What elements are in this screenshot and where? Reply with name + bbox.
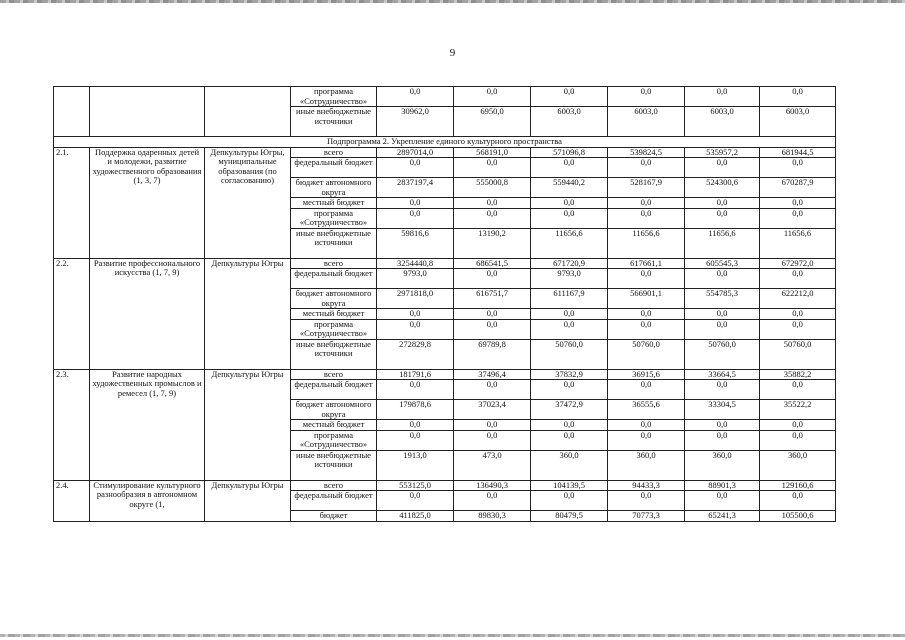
value-cell: 622212,0	[760, 289, 836, 309]
value-cell: 0,0	[377, 208, 454, 228]
value-cell: 36555,6	[608, 400, 685, 420]
value-cell: 0,0	[531, 380, 608, 400]
value-cell: 181791,6	[377, 369, 454, 380]
value-cell: 360,0	[608, 450, 685, 480]
measure-name: Развитие народных художественных промыслов и ремесел (1, 7, 9)	[90, 369, 205, 480]
value-cell: 105500,6	[760, 511, 836, 522]
responsible-cell	[205, 87, 291, 137]
value-cell: 11656,6	[760, 228, 836, 258]
value-cell: 0,0	[377, 420, 454, 431]
value-cell: 0,0	[454, 380, 531, 400]
value-cell: 0,0	[454, 430, 531, 450]
value-cell: 36915,6	[608, 369, 685, 380]
value-cell: 0,0	[760, 319, 836, 339]
value-cell: 37472,9	[531, 400, 608, 420]
value-cell: 33304,5	[685, 400, 760, 420]
value-cell: 6003,0	[760, 107, 836, 137]
value-cell: 0,0	[760, 420, 836, 431]
value-cell: 0,0	[377, 309, 454, 320]
value-cell: 0,0	[454, 87, 531, 107]
value-cell: 0,0	[531, 158, 608, 178]
value-cell: 35882,2	[760, 369, 836, 380]
funding-source: всего	[291, 147, 377, 158]
value-cell: 0,0	[608, 309, 685, 320]
value-cell: 411825,0	[377, 511, 454, 522]
value-cell: 360,0	[685, 450, 760, 480]
value-cell: 13190,2	[454, 228, 531, 258]
value-cell: 80479,5	[531, 511, 608, 522]
funding-source: программа «Сотрудничество»	[291, 208, 377, 228]
subprogram-title: Подпрограмма 2. Укрепление единого культурного пространства	[54, 137, 836, 148]
value-cell: 2971818,0	[377, 289, 454, 309]
value-cell: 88901,3	[685, 480, 760, 491]
funding-source: программа «Сотрудничество»	[291, 87, 377, 107]
budget-table	[53, 86, 836, 522]
value-cell: 0,0	[377, 430, 454, 450]
subprogram-row	[54, 137, 836, 148]
funding-source: местный бюджет	[291, 420, 377, 431]
value-cell: 37496,4	[454, 369, 531, 380]
value-cell: 0,0	[531, 87, 608, 107]
value-cell: 30962,0	[377, 107, 454, 137]
value-cell: 605545,3	[685, 258, 760, 269]
value-cell: 0,0	[531, 309, 608, 320]
value-cell: 616751,7	[454, 289, 531, 309]
value-cell: 104139,5	[531, 480, 608, 491]
value-cell: 0,0	[454, 208, 531, 228]
funding-source: бюджет автономного округа	[291, 178, 377, 198]
value-cell: 360,0	[531, 450, 608, 480]
value-cell: 0,0	[377, 380, 454, 400]
value-cell: 3254440,8	[377, 258, 454, 269]
value-cell: 528167,9	[608, 178, 685, 198]
value-cell: 0,0	[377, 319, 454, 339]
value-cell: 0,0	[685, 420, 760, 431]
funding-source: программа «Сотрудничество»	[291, 319, 377, 339]
page-number: 9	[449, 47, 456, 59]
value-cell: 0,0	[377, 491, 454, 511]
funding-source: всего	[291, 369, 377, 380]
value-cell: 0,0	[760, 309, 836, 320]
value-cell: 0,0	[760, 158, 836, 178]
item-number: 2.2.	[54, 258, 90, 369]
value-cell: 0,0	[685, 198, 760, 209]
value-cell: 50760,0	[685, 339, 760, 369]
value-cell: 670287,9	[760, 178, 836, 198]
funding-source: всего	[291, 258, 377, 269]
item-number: 2.1.	[54, 147, 90, 258]
funding-source: федеральный бюджет	[291, 158, 377, 178]
measure-name: Стимулирование культурного разнообразия в автономном округе (1,	[90, 480, 205, 521]
scan-edge-top	[0, 0, 905, 3]
value-cell: 33664,5	[685, 369, 760, 380]
value-cell: 671720,9	[531, 258, 608, 269]
value-cell: 6950,0	[454, 107, 531, 137]
value-cell: 555000,8	[454, 178, 531, 198]
funding-source: иные внебюджетные источники	[291, 107, 377, 137]
value-cell: 65241,3	[685, 511, 760, 522]
value-cell: 9793,0	[531, 269, 608, 289]
measure-name: Развитие профессионального искусства (1, 7, 9)	[90, 258, 205, 369]
value-cell: 0,0	[685, 319, 760, 339]
value-cell: 0,0	[608, 319, 685, 339]
value-cell: 179878,6	[377, 400, 454, 420]
value-cell: 0,0	[454, 198, 531, 209]
value-cell: 0,0	[685, 380, 760, 400]
value-cell: 70773,3	[608, 511, 685, 522]
value-cell: 0,0	[760, 430, 836, 450]
value-cell: 272829,8	[377, 339, 454, 369]
value-cell: 0,0	[531, 319, 608, 339]
value-cell: 0,0	[608, 380, 685, 400]
funding-source: иные внебюджетные источники	[291, 228, 377, 258]
funding-source: программа «Сотрудничество»	[291, 430, 377, 450]
funding-source: федеральный бюджет	[291, 380, 377, 400]
value-cell: 553125,0	[377, 480, 454, 491]
value-cell: 50760,0	[608, 339, 685, 369]
value-cell: 0,0	[608, 269, 685, 289]
funding-source: всего	[291, 480, 377, 491]
value-cell: 672972,0	[760, 258, 836, 269]
value-cell: 0,0	[608, 491, 685, 511]
value-cell: 360,0	[760, 450, 836, 480]
value-cell: 11656,6	[531, 228, 608, 258]
value-cell: 568191,0	[454, 147, 531, 158]
value-cell: 0,0	[608, 158, 685, 178]
value-cell: 0,0	[685, 491, 760, 511]
value-cell: 0,0	[760, 87, 836, 107]
value-cell: 473,0	[454, 450, 531, 480]
value-cell: 0,0	[685, 87, 760, 107]
value-cell: 0,0	[531, 198, 608, 209]
funding-source: федеральный бюджет	[291, 491, 377, 511]
funding-source: иные внебюджетные источники	[291, 450, 377, 480]
value-cell: 0,0	[531, 491, 608, 511]
scan-edge-bottom	[0, 634, 905, 637]
value-cell: 9793,0	[377, 269, 454, 289]
responsible-executor: Депкультуры Югры	[205, 369, 291, 480]
value-cell: 0,0	[454, 420, 531, 431]
value-cell: 0,0	[760, 198, 836, 209]
value-cell: 11656,6	[685, 228, 760, 258]
value-cell: 0,0	[377, 87, 454, 107]
item-number: 2.3.	[54, 369, 90, 480]
value-cell: 136490,3	[454, 480, 531, 491]
value-cell: 0,0	[760, 491, 836, 511]
table-row	[54, 258, 836, 269]
value-cell: 0,0	[454, 491, 531, 511]
value-cell: 2897014,0	[377, 147, 454, 158]
funding-source: бюджет	[291, 511, 377, 522]
value-cell: 554785,3	[685, 289, 760, 309]
responsible-executor: Депкультуры Югры, муниципальные образования (по согласованию)	[205, 147, 291, 258]
table-row	[54, 87, 836, 107]
value-cell: 524300,6	[685, 178, 760, 198]
value-cell: 35522,2	[760, 400, 836, 420]
funding-source: федеральный бюджет	[291, 269, 377, 289]
value-cell: 0,0	[377, 198, 454, 209]
value-cell: 6003,0	[531, 107, 608, 137]
value-cell: 0,0	[760, 208, 836, 228]
value-cell: 37832,9	[531, 369, 608, 380]
value-cell: 0,0	[760, 380, 836, 400]
value-cell: 59816,6	[377, 228, 454, 258]
value-cell: 0,0	[685, 309, 760, 320]
value-cell: 0,0	[685, 430, 760, 450]
value-cell: 0,0	[531, 420, 608, 431]
value-cell: 0,0	[685, 208, 760, 228]
value-cell: 69789,8	[454, 339, 531, 369]
value-cell: 37023,4	[454, 400, 531, 420]
name-cell	[90, 87, 205, 137]
value-cell: 0,0	[760, 269, 836, 289]
responsible-executor: Депкультуры Югры	[205, 258, 291, 369]
value-cell: 0,0	[531, 430, 608, 450]
value-cell: 617661,1	[608, 258, 685, 269]
table-row	[54, 480, 836, 491]
table-row	[54, 147, 836, 158]
responsible-executor: Депкультуры Югры	[205, 480, 291, 521]
funding-source: бюджет автономного округа	[291, 400, 377, 420]
value-cell: 535957,2	[685, 147, 760, 158]
value-cell: 0,0	[454, 269, 531, 289]
table-row	[54, 369, 836, 380]
value-cell: 686541,5	[454, 258, 531, 269]
measure-name: Поддержка одаренных детей и молодежи, развитие художественного образования (1, 3, 7)	[90, 147, 205, 258]
value-cell: 50760,0	[531, 339, 608, 369]
funding-source: бюджет автономного округа	[291, 289, 377, 309]
num-cell	[54, 87, 90, 137]
value-cell: 0,0	[377, 158, 454, 178]
value-cell: 0,0	[608, 87, 685, 107]
value-cell: 129160,6	[760, 480, 836, 491]
value-cell: 6003,0	[608, 107, 685, 137]
funding-source: иные внебюджетные источники	[291, 339, 377, 369]
value-cell: 0,0	[685, 269, 760, 289]
value-cell: 681944,5	[760, 147, 836, 158]
value-cell: 611167,9	[531, 289, 608, 309]
value-cell: 566901,1	[608, 289, 685, 309]
funding-source: местный бюджет	[291, 198, 377, 209]
value-cell: 89830,3	[454, 511, 531, 522]
value-cell: 0,0	[454, 309, 531, 320]
value-cell: 50760,0	[760, 339, 836, 369]
value-cell: 94433,3	[608, 480, 685, 491]
value-cell: 539824,5	[608, 147, 685, 158]
item-number: 2.4.	[54, 480, 90, 521]
value-cell: 0,0	[454, 158, 531, 178]
value-cell: 0,0	[608, 208, 685, 228]
value-cell: 559440,2	[531, 178, 608, 198]
value-cell: 0,0	[608, 430, 685, 450]
value-cell: 6003,0	[685, 107, 760, 137]
value-cell: 0,0	[454, 319, 531, 339]
value-cell: 0,0	[608, 198, 685, 209]
value-cell: 2837197,4	[377, 178, 454, 198]
value-cell: 571096,8	[531, 147, 608, 158]
value-cell: 11656,6	[608, 228, 685, 258]
value-cell: 0,0	[608, 420, 685, 431]
value-cell: 1913,0	[377, 450, 454, 480]
value-cell: 0,0	[531, 208, 608, 228]
funding-source: местный бюджет	[291, 309, 377, 320]
value-cell: 0,0	[685, 158, 760, 178]
